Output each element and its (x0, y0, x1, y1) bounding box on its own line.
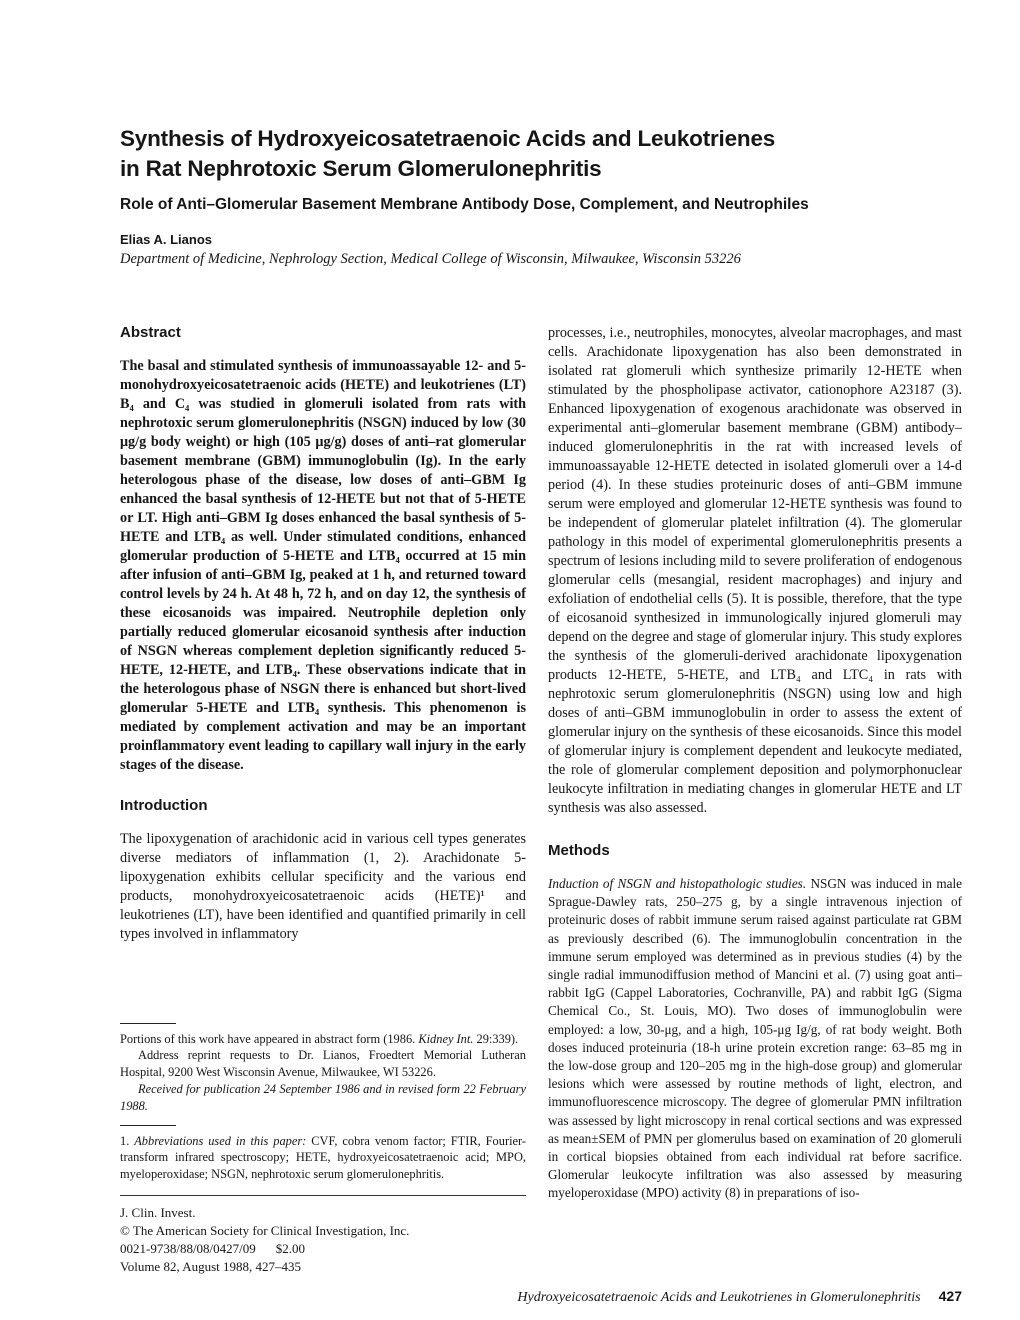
methods-heading: Methods (548, 842, 610, 859)
left-column (120, 324, 526, 1276)
right-column (548, 324, 962, 1276)
author-name: Elias A. Lianos (120, 232, 212, 247)
abstract-form-footnote-pre: Portions of this work have appeared in abstract form (1986. (120, 1031, 419, 1046)
author-affiliation: Department of Medicine, Nephrology Section, Medical College of Wisconsin, Milwaukee, Wisconsin 53226 (120, 251, 741, 267)
journal-issn: 0021-9738/88/08/0427/09 (120, 1241, 256, 1256)
article-title (120, 124, 965, 184)
abbreviations-footnote-list: CVF, cobra venom factor; FTIR, Fourier-transform infrared spectroscopy; HETE, hydroxyeicosatetraenoic acid; MPO, myeloperoxidase; NSGN, nephrotoxic serum glomerulonephritis. (120, 1133, 527, 1182)
journal-copyright: © The American Society for Clinical Investigation, Inc. (120, 1223, 410, 1238)
introduction-paragraph: The lipoxygenation of arachidonic acid in various cell types generates diverse mediators of inflammation (1, 2). Arachidonate 5-lipoxygenation exhibits cellular specificity and the various end products, monohydroxyeicosatetraenoic acids (HETE)¹ and leukotrienes (LT), have been identified and quantified primarily in cell types involved in inflammatory (120, 831, 526, 942)
methods-subsection-title: Induction of NSGN and histopathologic studies. (548, 876, 807, 891)
title-block (120, 124, 965, 268)
abbreviations-footnote-number: 1. (120, 1133, 135, 1148)
received-date-footnote: Received for publication 24 September 1986 and in revised form 22 February 1988. (120, 1082, 526, 1113)
abbreviations-footnote (120, 1133, 526, 1183)
page-number: 427 (938, 1288, 962, 1304)
journal-info-divider (120, 1195, 526, 1196)
methods-body-text: NSGN was induced in male Sprague-Dawley rats, 250–275 g, by a single intravenous injection of proteinuric doses of rabbit immune serum raised against particulate rat GBM as previously described (6). The immunoglobulin concentration in the immune serum employed was determined as in previous studies (4) by the single radial immunodiffusion method of Mancini et al. (7) using goat anti–rabbit IgG (Cappel Laboratories, Cochranville, PA) and rabbit IgG (Sigma Chemical Co., St. Louis, MO). Two doses of immunoglobulin were employed: a low, 30-μg, and a high, 105-μg Ig/g, of rat body weight. Both doses induced proteinuria (18-h urine protein excretion range: 63–85 mg in the low-dose group and 120–205 mg in the high-dose group) and glomerular lesions which were assessed by routine methods of light, electron, and immunofluorescence microscopy. The degree of glomerular PMN infiltration was assessed by light microscopy in renal cortical sections and was expressed as mean±SEM of PMN per glomerulus based on examination of 20 glomeruli in cortical biopsies obtained from each individual rat before sacrifice. Glomerular leukocyte infiltration was also assessed by measuring myeloperoxidase (MPO) activity (8) in preparations of iso- (548, 876, 963, 1201)
footnote-divider (120, 1023, 176, 1024)
introduction-heading: Introduction (120, 797, 208, 814)
reprint-request-footnote: Address reprint requests to Dr. Lianos, Froedtert Memorial Lutheran Hospital, 9200 West Wisconsin Avenue, Milwaukee, WI 53226. (120, 1048, 526, 1080)
abstract-form-footnote-journal: Kidney Int. (418, 1031, 474, 1046)
journal-info-block (120, 1204, 526, 1276)
methods-paragraph (548, 875, 962, 1203)
article-title-line1: Synthesis of Hydroxyeicosatetraenoic Acids and Leukotrienes (120, 126, 776, 151)
article-title-line2: in Rat Nephrotoxic Serum Glomerulonephritis (120, 156, 602, 181)
abstract-form-footnote (120, 1031, 526, 1048)
bottom-matter (120, 1023, 526, 1276)
article-subtitle: Role of Anti–Glomerular Basement Membrane Antibody Dose, Complement, and Neutrophiles (120, 196, 809, 213)
article-body (120, 324, 962, 1276)
abbreviations-footnote-lead: Abbreviations used in this paper: (134, 1133, 307, 1148)
page-footer (120, 1288, 962, 1306)
journal-name: J. Clin. Invest. (120, 1205, 196, 1220)
journal-volume: Volume 82, August 1988, 427–435 (120, 1259, 302, 1274)
journal-price: $2.00 (275, 1241, 306, 1256)
running-title: Hydroxyeicosatetraenoic Acids and Leukotrienes in Glomerulonephritis (517, 1290, 921, 1305)
abbreviations-divider (120, 1125, 176, 1126)
abstract-form-footnote-post: 29:339). (473, 1031, 519, 1046)
abstract-paragraph: The basal and stimulated synthesis of immunoassayable 12- and 5-monohydroxyeicosatetraenoic acids (HETE) and leukotrienes (LT) B₄ and C₄ was studied in glomeruli isolated from rats with nephrotoxic serum glomerulonephritis (NSGN) induced by low (30 μg/g body weight) or high (105 μg/g) doses of anti–rat glomerular basement membrane (GBM) immunoglobulin (Ig). In the early heterologous phase of the disease, low doses of anti–GBM Ig enhanced the basal synthesis of 12-HETE but not that of 5-HETE or LT. High anti–GBM Ig doses enhanced the basal synthesis of 5-HETE and LTB₄ as well. Under stimulated conditions, enhanced glomerular production of 5-HETE and LTB₄ occurred at 15 min after infusion of anti–GBM Ig, peaked at 1 h, and returned toward control levels by 24 h. At 48 h, 72 h, and on day 12, the synthesis of these eicosanoids was impaired. Neutrophile depletion only partially reduced glomerular eicosanoid synthesis after induction of NSGN whereas complement depletion significantly reduced 5-HETE, 12-HETE, and LTB₄. These observations indicate that in the heterologous phase of NSGN there is enhanced but short-lived glomerular 5-HETE and LTB₄ synthesis. This phenomenon is mediated by complement activation and may be an important proinflammatory event leading to capillary wall injury in the early stages of the disease. (120, 358, 526, 773)
introduction-continuation-paragraph: processes, i.e., neutrophiles, monocytes, alveolar macrophages, and mast cells. Arachidonate lipoxygenation has also been demonstrated in isolated rat glomeruli which synthesize primarily 12-HETE when stimulated by the phospholipase activator, cationophore A23187 (3). Enhanced lipoxygenation of exogenous arachidonate was observed in experimental anti–glomerular basement membrane (GBM) antibody–induced glomerulonephritis in the rat with increased levels of immunoassayable 12-HETE detected in isolated glomeruli over a 14-d period (4). In these studies proteinuric doses of anti–GBM immune serum were employed and glomerular 12-HETE synthesis was found to be independent of glomerular platelet infiltration (4). The glomerular pathology in this model of experimental glomerulonephritis presents a spectrum of lesions including mild to severe proliferation of endogenous glomerular cells (mesangial, resident macrophages) and injury and exfoliation of endothelial cells (5). It is possible, therefore, that the type of eicosanoid synthesized in immunologically injured glomeruli may depend on the degree and stage of glomerular injury. This study explores the synthesis of the glomeruli-derived arachidonate lipoxygenation products 12-HETE, 5-HETE, and LTB₄ and LTC₄ in rats with nephrotoxic serum glomerulonephritis (NSGN) using low and high doses of anti–GBM immunoglobulin in order to assess the extent of glomerular injury on the synthesis of these eicosanoids. Since this model of glomerular injury is complement dependent and leukocyte mediated, the role of glomerular complement deposition and polymorphonuclear leukocyte infiltration in mediating changes in glomerular HETE and LT synthesis was also assessed. (548, 325, 962, 816)
abstract-heading: Abstract (120, 324, 181, 341)
journal-issn-line (120, 1240, 526, 1258)
